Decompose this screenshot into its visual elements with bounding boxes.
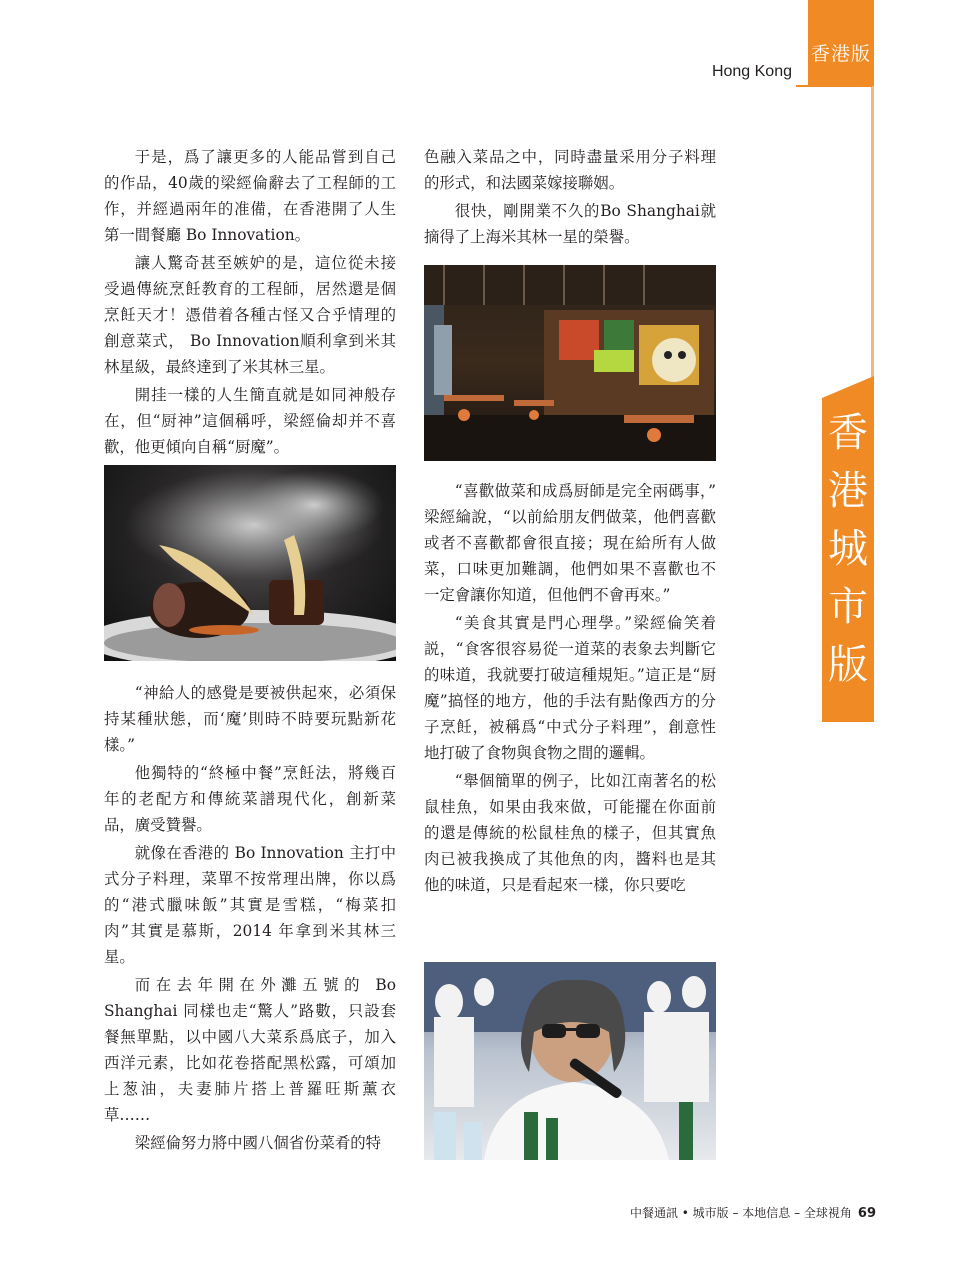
side-label-char: 城 [828, 526, 868, 572]
paragraph: “美食其實是門心理學。”梁經倫笑着説，“食客很容易從一道菜的表象去判斷它的味道，我就要打破這種規矩。”這正是“厨魔”搞怪的地方，他的手法有點像西方的分子烹飪，被稱爲“中式分子料理”，創意性地打破了食物與食物之間的邏輯。 [424, 614, 716, 762]
header-rule [796, 85, 872, 87]
paragraph: 讓人驚奇甚至嫉妒的是，這位從未接受過傳統烹飪教育的工程師，居然還是個烹飪天才！憑借着各種古怪又合乎情理的創意菜式， Bo Innovation順利拿到米其林星級，最終達到了米其林三星。 [104, 254, 396, 376]
side-label-char: 香 [828, 410, 868, 456]
paragraph: 于是，爲了讓更多的人能品嘗到自己的作品，40歲的梁經倫辭去了工程師的工作，并經過兩年的准備，在香港開了人生第一間餐廳 Bo Innovation。 [104, 148, 396, 244]
dish-illustration [104, 465, 396, 661]
dish-photo [104, 465, 396, 661]
paragraph: 他獨特的“終極中餐”烹飪法，將幾百年的老配方和傳統菜譜現代化，創新菜品，廣受贊譽。 [104, 764, 396, 834]
right-column-bottom [424, 478, 732, 900]
left-column-top [104, 144, 396, 462]
paragraph: 很快，剛開業不久的Bo Shanghai就摘得了上海米其林一星的榮譽。 [424, 202, 716, 246]
page-number: 69 [857, 1206, 876, 1221]
right-column-top [424, 144, 716, 252]
side-label-char: 版 [828, 642, 868, 688]
chef-illustration [424, 962, 716, 1160]
paragraph: 就像在香港的 Bo Innovation 主打中式分子料理，菜單不按常理出牌，你以爲的“港式臘味飯”其實是雪糕，“梅菜扣肉”其實是慕斯，2014 年拿到米其林三星。 [104, 844, 396, 966]
paragraph: 而在去年開在外灘五號的 Bo Shanghai 同樣也走“驚人”路數，只設套餐無單點，以中國八大菜系爲底子，加入西洋元素，比如花卷搭配黑松露，可頌加上葱油，夫妻肺片搭上普羅旺斯薰衣草…… [104, 976, 396, 1124]
edition-tab [808, 0, 874, 86]
side-label-char: 港 [828, 468, 868, 514]
paragraph: “舉個簡單的例子，比如江南著名的松鼠桂魚，如果由我來做，可能擺在你面前的還是傳統的松鼠桂魚的樣子，但其實魚肉已被我換成了其他魚的肉，醬料也是其他的味道，只是看起來一樣，你只要吃 [424, 772, 716, 894]
side-label-char: 市 [828, 584, 868, 630]
paragraph: 色融入菜品之中，同時盡量采用分子料理的形式，和法國菜嫁接聯姻。 [424, 148, 716, 192]
chef-photo [424, 962, 716, 1160]
paragraph: 開挂一樣的人生簡直就是如同神般存在，但“厨神”這個稱呼，梁經倫却并不喜歡，他更傾向自稱“厨魔”。 [104, 386, 396, 456]
footer-text: 中餐通訊 • 城市版 – 本地信息 – 全球視角 [629, 1206, 852, 1220]
page-footer [630, 1204, 876, 1221]
side-section-label [822, 404, 874, 694]
region-label: Hong Kong [711, 63, 792, 80]
left-column-bottom [104, 680, 396, 1158]
paragraph: “神給人的感覺是要被供起來，必須保持某種狀態，而‘魔’則時不時要玩點新花樣。” [104, 684, 396, 754]
paragraph: “喜歡做菜和成爲厨師是完全兩碼事，” 梁經綸說，“以前給朋友們做菜，他們喜歡或者不喜歡都會很直接；現在給所有人做菜，口味更加難調，他們如果不喜歡也不一定會讓你知道，但他們不會再來。” [424, 482, 732, 604]
restaurant-photo [424, 265, 716, 461]
edition-tab-label: 香港版 [810, 43, 871, 65]
paragraph: 梁經倫努力將中國八個省份菜肴的特 [134, 1134, 382, 1152]
restaurant-illustration [424, 265, 716, 461]
